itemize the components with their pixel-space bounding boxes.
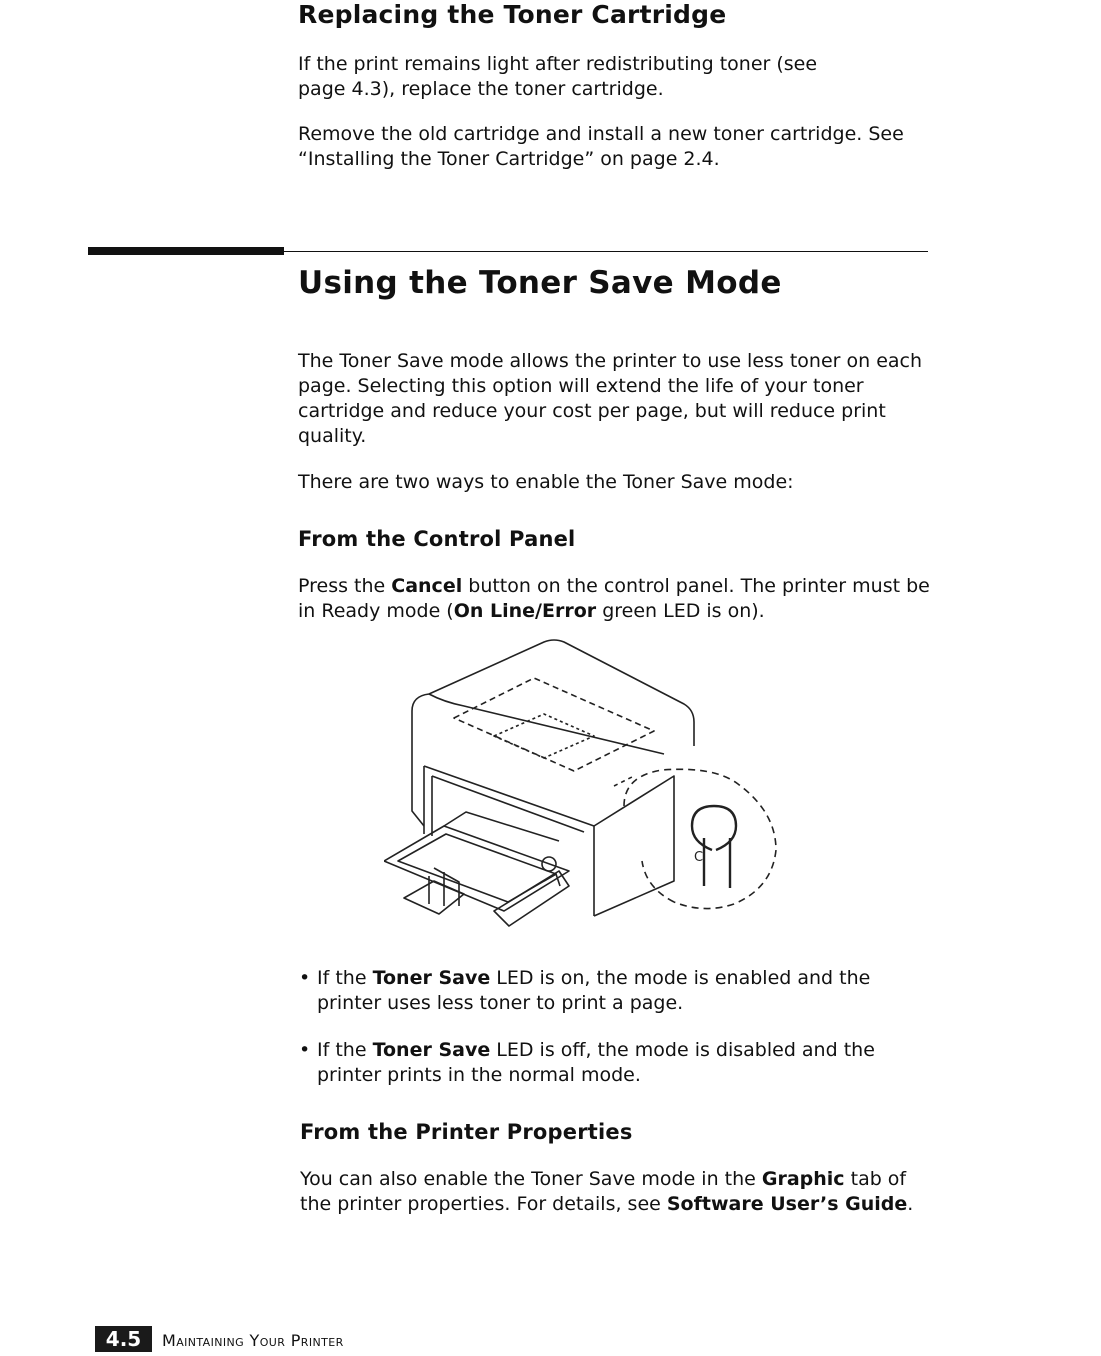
section-title-replacing-toner: Replacing the Toner Cartridge <box>298 0 727 29</box>
cancel-button-name: Cancel <box>391 575 463 597</box>
section-title-toner-save: Using the Toner Save Mode <box>298 265 782 301</box>
heading-control-panel: From the Control Panel <box>298 527 576 551</box>
printer-illustration <box>384 636 784 941</box>
bullet-toner-save-on: • If the Toner Save LED is on, the mode is enabled and the printer uses less toner to print a page. <box>299 967 871 1014</box>
section-divider-thin <box>284 251 928 252</box>
page-number-badge: 4.5 <box>95 1326 152 1352</box>
bullet-toner-save-off: • If the Toner Save LED is off, the mode is disabled and the printer prints in the normal mode. <box>299 1039 875 1086</box>
toner-save-ways: There are two ways to enable the Toner Save mode: <box>298 471 794 493</box>
printer-drawing-icon <box>384 636 784 941</box>
heading-printer-properties: From the Printer Properties <box>300 1120 633 1144</box>
section-divider-thick <box>88 247 284 255</box>
replacing-para-1: If the print remains light after redistributing toner (see page 4.3), replace the toner cartridge. <box>298 53 818 100</box>
graphic-tab-name: Graphic <box>761 1168 845 1190</box>
bullet-dot-icon: • <box>299 1039 311 1061</box>
replacing-para-2: Remove the old cartridge and install a new toner cartridge. See “Installing the Toner Cartridge” on page 2.4. <box>298 123 904 170</box>
online-error-led-name: On Line/Error <box>453 600 597 622</box>
bullet-dot-icon: • <box>299 967 311 989</box>
chapter-title-footer: Maintaining Your Printer <box>162 1331 344 1350</box>
software-guide-name: Software User’s Guide <box>666 1193 908 1215</box>
control-panel-para: Press the Cancel button on the control panel. The printer must be in Ready mode (On Line/Error green LED is on). <box>298 575 930 622</box>
toner-save-intro: The Toner Save mode allows the printer to use less toner on each page. Selecting this option will extend the life of your toner cartridge and reduce your cost per page, but will reduce print quality. <box>298 350 923 447</box>
printer-properties-para: You can also enable the Toner Save mode in the Graphic tab of the printer properties. For details, see Software User’s Guide. <box>300 1168 914 1215</box>
figure-label-c: C <box>694 850 704 865</box>
